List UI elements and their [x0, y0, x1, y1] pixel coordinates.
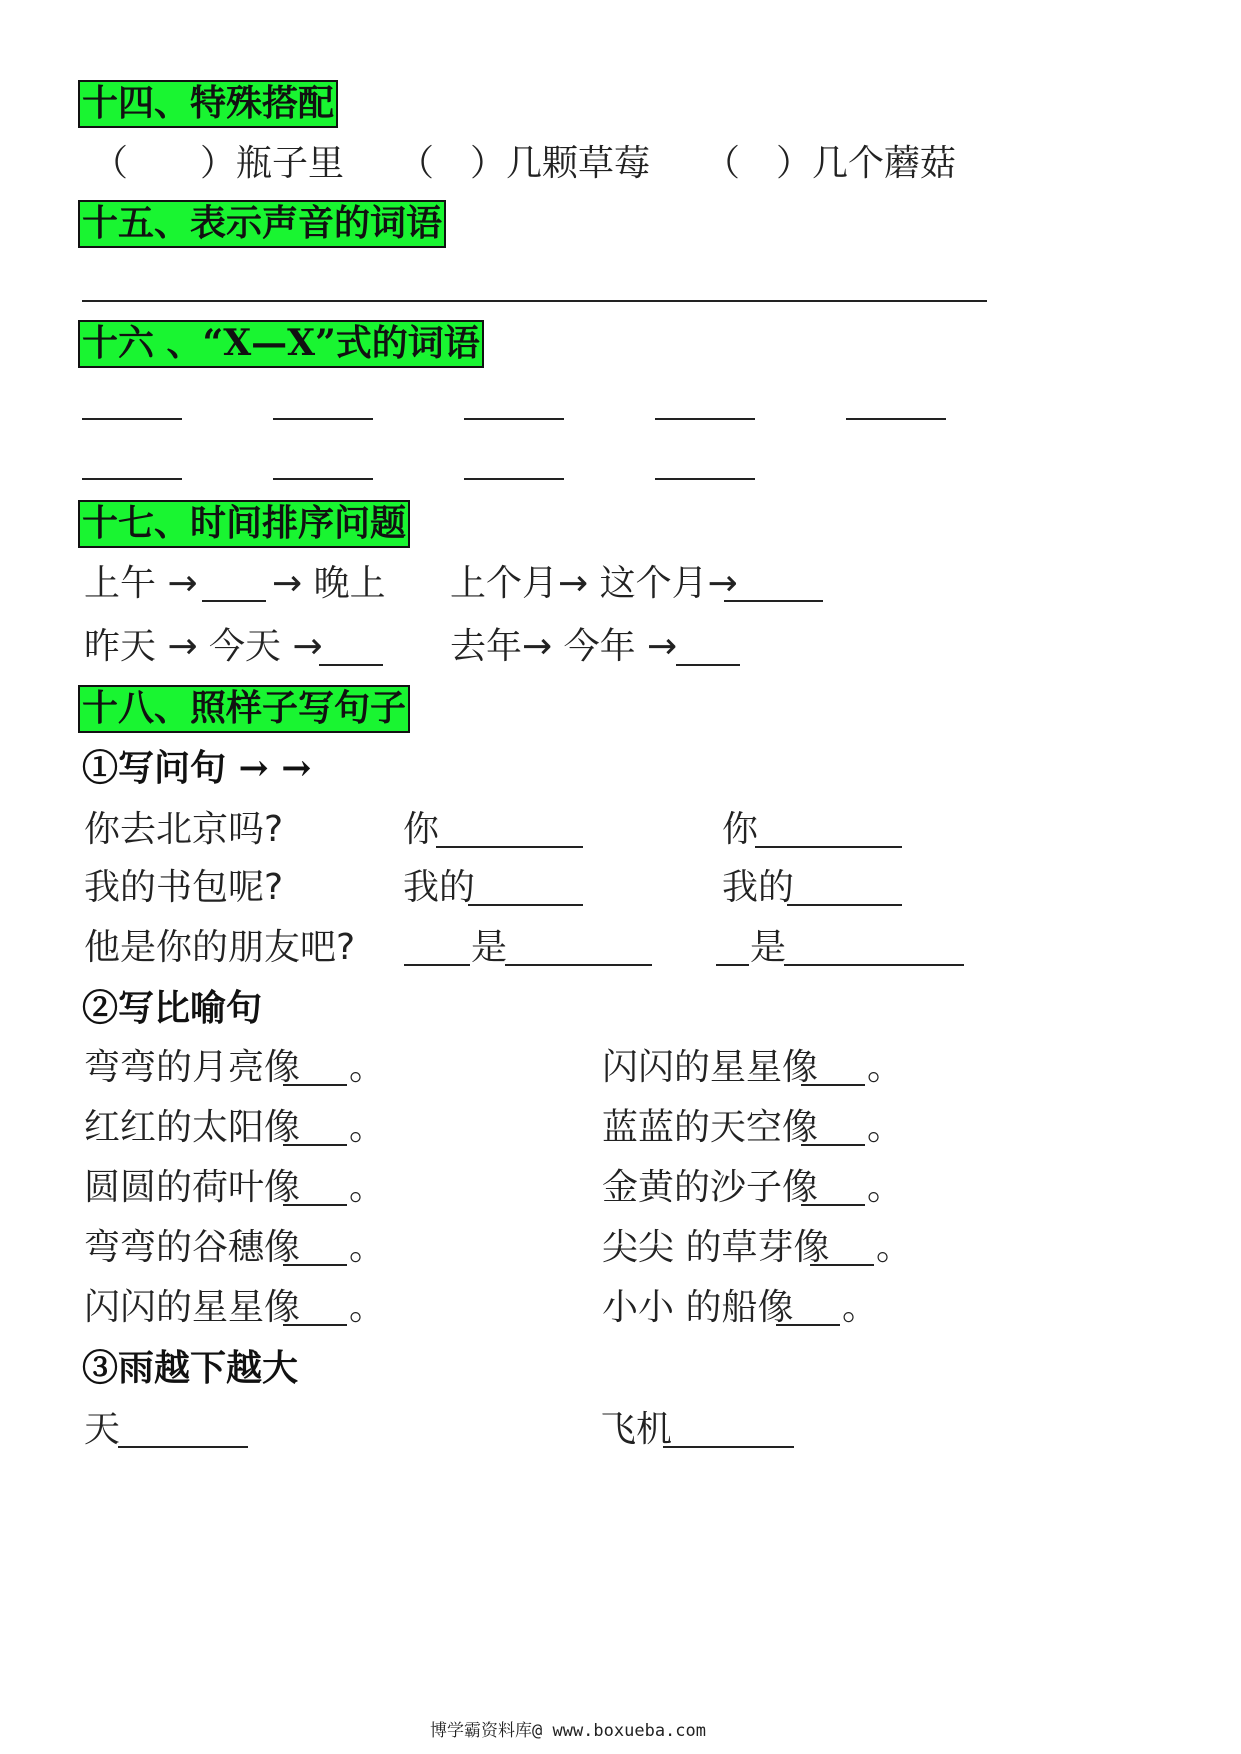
q1-blank[interactable]	[505, 964, 652, 966]
simile-blank[interactable]	[283, 1264, 347, 1266]
period: 。	[349, 1167, 386, 1208]
q1-example: 我的书包呢?	[84, 867, 284, 908]
match-item-2: （ ）几颗草莓	[398, 143, 651, 184]
time-blank[interactable]	[319, 664, 383, 666]
simile-prompt: 圆圆的荷叶像	[84, 1167, 301, 1208]
simile-blank[interactable]	[801, 1084, 865, 1086]
period: 。	[867, 1167, 904, 1208]
period: 。	[867, 1047, 904, 1088]
q1-example: 他是你的朋友吧?	[84, 927, 356, 968]
q1-blank[interactable]	[755, 846, 902, 848]
section-17-heading: 十七、时间排序问题	[78, 500, 410, 548]
q3-prefix-plane: 飞机	[600, 1409, 673, 1450]
section-18-heading: 十八、照样子写句子	[78, 685, 410, 733]
section-14-heading: 十四、特殊搭配	[78, 80, 338, 128]
simile-blank[interactable]	[283, 1144, 347, 1146]
xyx-blank[interactable]	[846, 418, 946, 420]
simile-blank[interactable]	[283, 1324, 347, 1326]
period: 。	[349, 1047, 386, 1088]
simile-blank[interactable]	[810, 1264, 874, 1266]
time-row2-year: 去年→ 今年 →	[450, 626, 678, 667]
period: 。	[349, 1287, 386, 1328]
match-item-1: （ ）瓶子里	[92, 143, 345, 184]
q1-blank[interactable]	[404, 964, 470, 966]
period: 。	[349, 1107, 386, 1148]
simile-prompt: 红红的太阳像	[84, 1107, 301, 1148]
q1-blank[interactable]	[468, 904, 583, 906]
simile-prompt: 尖尖 的草芽像	[602, 1227, 830, 1268]
time-blank[interactable]	[202, 600, 266, 602]
q3-blank[interactable]	[663, 1446, 794, 1448]
q1-blank[interactable]	[716, 964, 749, 966]
q1-blank[interactable]	[784, 964, 964, 966]
simile-blank[interactable]	[283, 1084, 347, 1086]
xyx-blank[interactable]	[655, 478, 755, 480]
simile-prompt: 弯弯的谷穗像	[84, 1227, 301, 1268]
simile-prompt: 闪闪的星星像	[84, 1287, 301, 1328]
xyx-blank[interactable]	[273, 418, 373, 420]
q3-blank[interactable]	[118, 1446, 248, 1448]
xyx-blank[interactable]	[273, 478, 373, 480]
time-row2-day: 昨天 → 今天 →	[84, 626, 323, 667]
q1-example: 你去北京吗?	[84, 809, 284, 850]
sound-words-answer-line[interactable]	[82, 300, 987, 302]
simile-blank[interactable]	[801, 1204, 865, 1206]
simile-blank[interactable]	[801, 1144, 865, 1146]
footer-watermark: 博学霸资料库@ www.boxueba.com	[430, 1721, 706, 1741]
simile-prompt: 蓝蓝的天空像	[602, 1107, 819, 1148]
q1-blank[interactable]	[436, 846, 583, 848]
q3-prefix-sky: 天	[84, 1409, 121, 1450]
time-row1-end: → 晚上	[272, 563, 386, 604]
q2-label: ②写比喻句	[82, 987, 263, 1029]
q1-prefix: 是	[471, 927, 508, 968]
q1-prefix: 你	[403, 809, 440, 850]
section-16-heading: 十六 、“X—X”式的词语	[78, 320, 484, 368]
time-blank[interactable]	[724, 600, 823, 602]
time-blank[interactable]	[676, 664, 740, 666]
q1-prefix: 你	[722, 809, 759, 850]
q1-blank[interactable]	[787, 904, 902, 906]
q1-prefix: 是	[750, 927, 787, 968]
period: 。	[876, 1227, 913, 1268]
q1-prefix: 我的	[403, 867, 476, 908]
period: 。	[842, 1287, 879, 1328]
time-row1-start: 上午 →	[84, 563, 198, 604]
match-item-3: （ ）几个蘑菇	[704, 143, 957, 184]
xyx-blank[interactable]	[82, 418, 182, 420]
simile-prompt: 弯弯的月亮像	[84, 1047, 301, 1088]
simile-blank[interactable]	[283, 1204, 347, 1206]
period: 。	[867, 1107, 904, 1148]
simile-prompt: 闪闪的星星像	[602, 1047, 819, 1088]
q3-label: ③雨越下越大	[82, 1347, 299, 1389]
section-15-heading: 十五、表示声音的词语	[78, 200, 446, 248]
time-row1-month: 上个月→ 这个月→	[450, 563, 738, 604]
xyx-blank[interactable]	[464, 478, 564, 480]
q1-prefix: 我的	[722, 867, 795, 908]
xyx-blank[interactable]	[464, 418, 564, 420]
period: 。	[349, 1227, 386, 1268]
q1-label: ①写问句 → →	[82, 747, 312, 789]
simile-blank[interactable]	[776, 1324, 840, 1326]
simile-prompt: 小小 的船像	[602, 1287, 794, 1328]
xyx-blank[interactable]	[82, 478, 182, 480]
simile-prompt: 金黄的沙子像	[602, 1167, 819, 1208]
xyx-blank[interactable]	[655, 418, 755, 420]
